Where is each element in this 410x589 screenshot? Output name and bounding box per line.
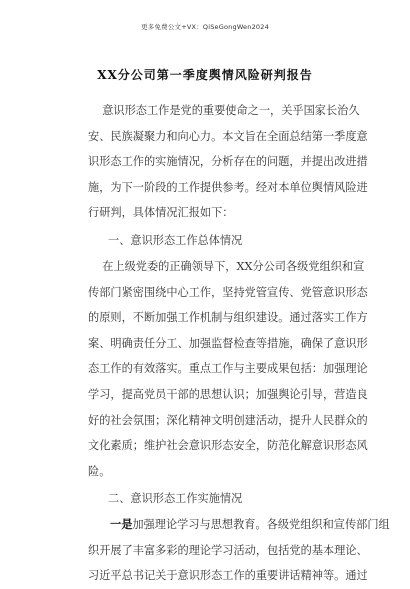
intro-line: 安、民族凝聚力和向心力。本文旨在全面总结第一季度意 (88, 129, 368, 143)
section-1-heading: 一、意识形态工作总体情况 (108, 234, 243, 247)
section-2-first-rest: 加强理论学习与思想教育。各级党组织和宣传部门组 (132, 518, 390, 531)
section-1-line: 传部门紧密围绕中心工作，坚持党管宣传、党管意识形态 (88, 285, 368, 299)
document-title: XX分公司第一季度舆情风险研判报告 (97, 68, 313, 82)
section-1-line: 的原则，不断加强工作机制与组织建设。通过落实工作方 (88, 311, 368, 325)
intro-line: 施，为下一阶段的工作提供参考。经对本单位舆情风险进 (88, 180, 368, 194)
section-1-line: 态工作的有效落实。重点工作与主要成果包括：加强理论 (88, 362, 368, 376)
section-1-line: 在上级党委的正确领导下，XX分公司各级党组织和宣 (88, 260, 365, 273)
header-note: 更多免费公文+VX：QiSeGongWen2024 (141, 23, 269, 31)
section-2-line (88, 512, 390, 538)
section-1-line: 险。 (88, 464, 111, 478)
section-2-heading: 二、意识形态工作实施情况 (108, 492, 243, 505)
intro-line: 意识形态工作是党的重要使命之一，关乎国家长治久 (88, 104, 360, 117)
section-2-paragraph (88, 512, 390, 589)
section-1-line: 案、明确责任分工、加强监督检查等措施，确保了意识形 (88, 336, 368, 350)
intro-line: 识形态工作的实施情况，分析存在的问题，并提出改进措 (88, 155, 368, 169)
section-2-lead: 一是 (110, 517, 133, 531)
section-1-line: 好的社会氛围；深化精神文明创建活动，提升人民群众的 (88, 413, 368, 427)
intro-line: 行研判，具体情况汇报如下： (88, 206, 234, 220)
section-2-line: 习近平总书记关于意识形态工作的重要讲话精神等。通过 (88, 569, 368, 583)
intro-paragraph (88, 98, 368, 226)
section-2-line: 织开展了丰富多彩的理论学习活动，包括党的基本理论、 (88, 543, 368, 557)
section-1-paragraph (88, 254, 368, 484)
section-1-line: 文化素质；维护社会意识形态安全，防范化解意识形态风 (88, 439, 368, 453)
section-1-line: 学习，提高党员干部的思想认识；加强舆论引导，营造良 (88, 387, 368, 401)
